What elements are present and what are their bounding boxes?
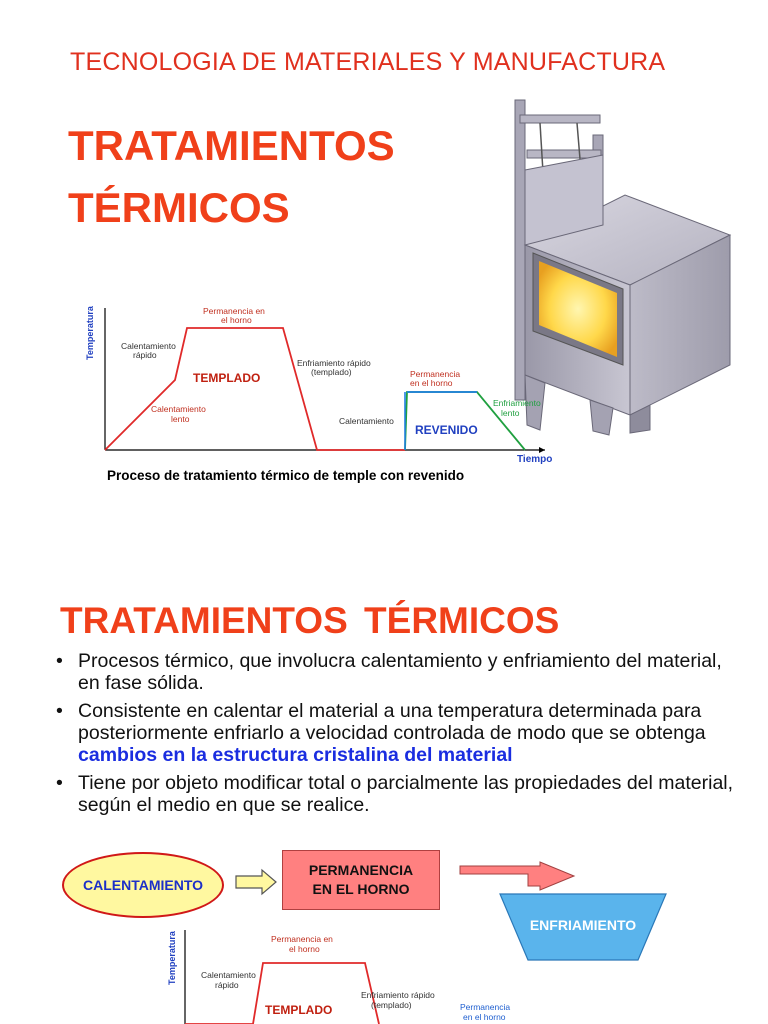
bullet-list [54,650,734,822]
enfriamiento-trapezoid [498,892,668,962]
chart1-ylabel: Temperatura [85,306,95,360]
arrow-down-right-icon [458,860,578,892]
chart1-label-permanencia2-1: Permanencia [410,369,461,379]
chart1-label-calentamiento: Calentamiento [339,416,394,426]
bullet-dot-icon: • [56,772,63,794]
chart1-label-permanencia-2: el horno [221,315,252,325]
calentamiento-ellipse: CALENTAMIENTO [62,852,224,918]
chart1-label-cal-rapido-2: rápido [133,350,157,360]
enfriamiento-label: ENFRIAMIENTO [529,917,637,933]
permanencia-box: PERMANENCIA EN EL HORNO [282,850,440,910]
chart1-label-enf-lento-1: Enfriamiento [493,398,541,408]
chart1-label-cal-rapido-1: Calentamiento [121,341,176,351]
chart2-label-enf-rapido-1: Enfriamiento rápido [361,990,435,1000]
bullet-3: • Tiene por objeto modificar total o parcialmente las propiedades del material, según el medio en que se realice. [56,772,734,816]
chart1-label-permanencia2-2: en el horno [410,378,453,388]
chart2-label-permanencia2-2: en el horno [463,1012,506,1022]
chart1-xlabel: Tiempo [517,454,553,465]
main-title-line1: TRATAMIENTOS [68,122,395,169]
chart2-label-permanencia2-1: Permanencia [460,1002,511,1012]
highlight-text: cambios en la estructura cristalina del material [78,744,513,766]
chart2-label-templado: TEMPLADO [265,1003,333,1017]
section-title: TRATAMIENTOS TÉRMICOS [60,600,560,641]
bullet-1: • Procesos térmico, que involucra calentamiento y enfriamiento del material, en fase sólida. [56,650,722,694]
chart1-label-enf-rapido-2: (templado) [311,367,352,377]
chart1-label-templado: TEMPLADO [193,371,261,385]
chart1-label-enf-rapido-1: Enfriamiento rápido [297,358,371,368]
chart2-label-cal-rapido-1: Calentamiento [201,970,256,980]
bullet-dot-icon: • [56,700,63,722]
chart2-label-cal-rapido-2: rápido [215,980,239,990]
chart1-label-cal-lento-1: Calentamiento [151,404,206,414]
chart1-label-enf-lento-2: lento [501,408,520,418]
chart1-label-permanencia-1: Permanencia en [203,306,265,316]
chart1-label-cal-lento-2: lento [171,414,190,424]
arrow-right-icon [234,868,278,896]
chart2-label-permanencia-2: el horno [289,944,320,954]
bullet-2: • Consistente en calentar el material a una temperatura determinada para posteriormente enfriarlo a velocidad controlada de modo que se obtenga cambios en la estructura cristalina del material [56,700,706,766]
main-title-line2: TÉRMICOS [68,184,290,231]
chart2-label-permanencia-1: Permanencia en [271,934,333,944]
course-header: TECNOLOGIA DE MATERIALES Y MANUFACTURA [70,48,666,76]
heat-treatment-chart-1 [85,300,565,468]
chart2-label-enf-rapido-2: (templado) [371,1000,412,1010]
heat-treatment-chart-2 [165,925,511,1024]
chart2-ylabel: Temperatura [167,931,177,985]
chart1-caption: Proceso de tratamiento térmico de temple con revenido [107,468,465,483]
chart1-label-revenido: REVENIDO [415,423,478,437]
bullet-dot-icon: • [56,650,63,672]
